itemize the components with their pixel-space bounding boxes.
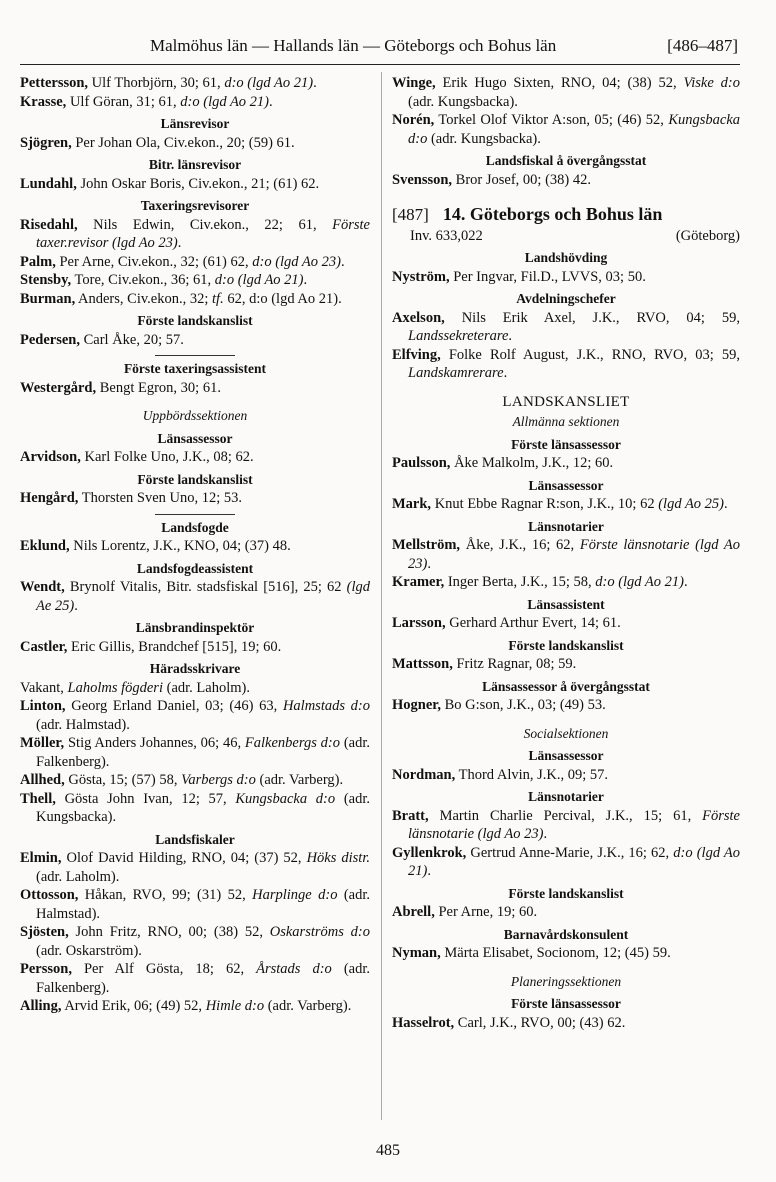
entry-details: Per Arne, 19; 60.	[434, 904, 538, 920]
person-surname: Axelson,	[392, 309, 445, 326]
position-heading: Landshövding	[524, 250, 608, 265]
entry-details: Per Alf Gösta, 18; 62,	[71, 961, 257, 977]
position-heading: Länsnotarier	[528, 789, 604, 804]
entry-details: Ulf Göran, 31; 61,	[66, 93, 181, 110]
person-surname: Mark,	[392, 496, 432, 512]
entry-details: Per Johan Ola, Civ.ekon., 20; (59) 61.	[71, 134, 295, 151]
position-heading: Landsfiskal å övergångsstat	[485, 153, 647, 168]
roster-entry	[20, 790, 370, 827]
position-heading: Landsfogdeassistent	[136, 560, 254, 576]
roster-entry	[20, 849, 370, 886]
roster-entry	[20, 379, 370, 398]
person-surname: Nyman,	[392, 945, 441, 961]
position-heading: Förste taxeringsassistent	[123, 361, 267, 376]
entry-details: Brynolf Vitalis, Bitr. stadsfiskal [516], 25; 62	[64, 579, 347, 595]
person-surname: Nyström,	[392, 268, 450, 285]
position-heading: Förste landskanslist	[137, 313, 253, 328]
entry-title-italic: Förste länsnotarie (lgd Ao 23)	[408, 807, 740, 842]
roster-entry	[392, 309, 740, 346]
person-surname: Palm,	[20, 253, 56, 270]
roster-entry	[20, 734, 370, 771]
roster-entry	[20, 960, 370, 997]
entry-details: Georg Erland Daniel, 03; (46) 63,	[65, 698, 283, 714]
person-surname: Svensson,	[392, 171, 453, 188]
roster-entry	[392, 536, 740, 573]
entry-title-italic: Förste länsnotarie (lgd Ao 23)	[408, 537, 740, 572]
entry-title-italic: Årstads d:o	[256, 961, 332, 977]
roster-entry	[20, 489, 370, 508]
person-surname: Persson,	[20, 961, 72, 977]
column-divider	[381, 72, 382, 1120]
roster-entry	[392, 573, 740, 592]
entry-tail: .	[508, 328, 513, 344]
roster-entry	[392, 944, 740, 963]
person-surname: Hasselrot,	[392, 1014, 455, 1031]
county-seat: (Göteborg)	[675, 227, 740, 244]
entry-title-italic: Halmstads d:o	[282, 698, 370, 714]
entry-details: John Oskar Boris, Civ.ekon., 21; (61) 62.	[76, 175, 320, 192]
roster-entry	[20, 175, 370, 194]
entry-details: Torkel Olof Viktor A:son, 05; (46) 52,	[434, 112, 669, 128]
roster-entry	[392, 696, 740, 715]
entry-title-italic: d:o (lgd Ao 21)	[224, 75, 314, 91]
entry-tail: (adr. Laholm).	[162, 679, 250, 696]
entry-title-italic: d:o (lgd Ao 21)	[595, 574, 684, 590]
section-subheading: Allmänna sektionen	[512, 414, 620, 429]
person-surname: Paulsson,	[392, 455, 451, 471]
entry-tail: .	[543, 826, 548, 842]
entry-title-italic: Falkenbergs d:o	[244, 735, 341, 751]
person-surname: Thell,	[20, 790, 56, 807]
entry-details: Märta Elisabet, Socionom, 12; (45) 59.	[440, 945, 671, 961]
entry-tail: (adr. Kungsbacka).	[427, 130, 541, 147]
entry-title-italic: (lgd Ao 25)	[658, 496, 724, 512]
roster-entry	[392, 171, 740, 190]
person-surname: Hengård,	[20, 490, 79, 506]
roster-entry	[20, 679, 370, 698]
entry-tail: .	[177, 235, 182, 251]
entry-details: John Fritz, RNO, 00; (38) 52,	[68, 924, 270, 940]
entry-details: Arvid Erik, 06; (49) 52,	[61, 998, 206, 1014]
roster-entry	[20, 886, 370, 923]
entry-tail: (adr. Laholm).	[36, 868, 120, 885]
entry-details: Carl, J.K., RVO, 00; (43) 62.	[454, 1014, 626, 1031]
entry-details: Thord Alvin, J.K., 09; 57.	[455, 766, 609, 783]
person-surname: Elmin,	[20, 850, 62, 866]
person-surname: Elfving,	[392, 346, 441, 363]
position-heading: Förste landskanslist	[508, 637, 624, 653]
person-surname: Pedersen,	[20, 331, 80, 348]
person-surname: Winge,	[392, 75, 436, 91]
section-title: 14. Göteborgs och Bohus län	[442, 204, 663, 224]
person-surname: Ottosson,	[20, 887, 79, 903]
county-section-header	[392, 205, 740, 245]
entry-details: Olof David Hilding, RNO, 04; (37) 52,	[61, 850, 307, 866]
entry-title-italic: Oskarströms d:o	[269, 924, 370, 940]
position-heading: Taxeringsrevisorer	[140, 198, 250, 213]
entry-title-italic: Laholms fögderi	[67, 679, 163, 696]
roster-entry	[20, 448, 370, 467]
person-surname: Norén,	[392, 112, 435, 128]
entry-tail: .	[74, 597, 78, 614]
person-surname: Kramer,	[392, 574, 445, 590]
entry-details: Martin Charlie Percival, J.K., 15; 61,	[428, 807, 703, 824]
person-surname: Burman,	[20, 290, 76, 307]
entry-title-italic: Förste taxer.revisor (lgd Ao 23)	[36, 216, 370, 251]
position-heading: Länsassistent	[527, 596, 605, 612]
roster-entry	[392, 1014, 740, 1033]
position-heading: Avdelningschefer	[516, 291, 616, 306]
roster-entry	[20, 638, 370, 657]
roster-entry	[392, 903, 740, 922]
section-number: [487]	[392, 205, 429, 224]
entry-details: Nils Lorentz, J.K., KNO, 04; (37) 48.	[69, 538, 291, 554]
entry-title-italic: Himle d:o	[205, 998, 265, 1014]
separator-line	[155, 514, 235, 515]
position-heading: Landsfiskaler	[155, 831, 235, 847]
header-title: Malmöhus län — Hallands län — Göteborgs och Bohus län	[150, 36, 557, 55]
person-surname: Sjögren,	[20, 134, 72, 151]
position-heading: Länsassessor	[528, 477, 604, 493]
entry-details: Åke, J.K., 16; 62,	[460, 537, 580, 553]
person-surname: Hogner,	[392, 697, 442, 713]
entry-tail: .	[503, 365, 508, 381]
roster-entry	[392, 74, 740, 111]
entry-tail: (adr. Oskarström).	[36, 942, 142, 959]
roster-entry	[392, 844, 740, 881]
roster-entry	[20, 134, 370, 153]
roster-entry	[20, 697, 370, 734]
entry-tail: .	[303, 272, 308, 288]
section-subheading: Uppbördssektionen	[142, 408, 248, 423]
roster-entry	[392, 268, 740, 287]
person-surname: Mattsson,	[392, 656, 453, 672]
entry-details: Stig Anders Johannes, 06; 46,	[64, 735, 245, 751]
entry-details: Per Ingvar, Fil.D., LVVS, 03; 50.	[449, 268, 646, 285]
roster-entry	[20, 74, 370, 93]
entry-details: Håkan, RVO, 99; (31) 52,	[78, 887, 253, 903]
roster-entry	[20, 216, 370, 253]
separator-line	[155, 355, 235, 356]
roster-entry	[20, 997, 370, 1016]
position-heading: Barnavårdskonsulent	[503, 926, 629, 942]
entry-details: Nils Erik Axel, J.K., RVO, 04; 59,	[444, 309, 740, 326]
position-heading: Landsfogde	[161, 519, 229, 535]
entry-details: Per Arne, Civ.ekon., 32; (61) 62,	[55, 253, 253, 270]
entry-tail: (adr. Kungsbacka).	[36, 790, 371, 825]
entry-title-italic: d:o (lgd Ao 21)	[408, 844, 741, 879]
entry-tail: (adr. Halmstad).	[36, 887, 371, 922]
entry-title-italic: Viske d:o	[683, 75, 740, 91]
entry-details: Knut Ebbe Ragnar R:son, J.K., 10; 62	[431, 496, 659, 512]
person-surname: Arvidson,	[20, 449, 81, 465]
person-surname: Sjösten,	[20, 924, 69, 940]
entry-tail: .	[683, 574, 688, 590]
roster-entry	[20, 290, 370, 309]
roster-entry	[20, 271, 370, 290]
entry-details: Eric Gillis, Brandchef [515], 19; 60.	[67, 638, 282, 655]
right-column	[392, 74, 740, 1032]
entry-tail: .	[427, 863, 431, 879]
person-surname: Larsson,	[392, 615, 446, 631]
entry-tail: (adr. Halmstad).	[36, 716, 130, 733]
entry-title-italic: Harplinge d:o	[252, 887, 338, 903]
position-heading: Förste länsassessor	[511, 436, 621, 452]
person-surname: Abrell,	[392, 904, 435, 920]
header-page-range: [486–487]	[667, 36, 738, 55]
page-number: 485	[376, 1142, 400, 1159]
roster-entry	[392, 346, 740, 383]
entry-details: Fritz Ragnar, 08; 59.	[452, 656, 577, 672]
entry-details: Carl Åke, 20; 57.	[80, 331, 184, 348]
entry-details: Bengt Egron, 30; 61.	[96, 379, 221, 396]
entry-title-italic: Höks distr.	[306, 850, 370, 866]
entry-details: Gerhard Arthur Evert, 14; 61.	[445, 615, 621, 631]
person-surname: Westergård,	[20, 379, 97, 396]
entry-tail: (adr. Varberg).	[255, 772, 344, 788]
position-heading: Länsrevisor	[160, 116, 230, 131]
roster-entry	[20, 537, 370, 556]
roster-entry	[392, 614, 740, 633]
entry-details: Åke Malkolm, J.K., 12; 60.	[450, 455, 614, 471]
position-heading: Länsassessor	[528, 748, 604, 763]
person-surname: Möller,	[20, 735, 65, 751]
person-surname: Allhed,	[20, 772, 65, 788]
entry-details: Ulf Thorbjörn, 30; 61,	[88, 75, 225, 91]
entry-details: Inger Berta, J.K., 15; 58,	[444, 574, 596, 590]
entry-tail: .	[427, 555, 431, 572]
person-surname: Pettersson,	[20, 75, 89, 91]
entry-details: Bror Josef, 00; (38) 42.	[452, 171, 591, 188]
entry-title-italic: Kungsbacka d:o	[408, 112, 740, 147]
roster-entry	[20, 578, 370, 615]
roster-entry	[20, 771, 370, 790]
roster-entry	[392, 766, 740, 785]
department-heading: LANDSKANSLIET	[502, 393, 630, 410]
roster-entry	[392, 495, 740, 514]
entry-details: Tore, Civ.ekon., 36; 61,	[71, 272, 215, 288]
left-column	[20, 74, 370, 1016]
entry-tail: .	[269, 93, 273, 110]
person-surname: Lundahl,	[20, 175, 77, 192]
position-heading: Häradsskrivare	[149, 661, 241, 676]
population-count: Inv. 633,022	[410, 227, 483, 244]
roster-entry	[20, 253, 370, 272]
person-surname: Linton,	[20, 698, 66, 714]
person-surname: Mellström,	[392, 537, 461, 553]
entry-tail: (adr. Varberg).	[264, 998, 352, 1014]
entry-tail: (adr. Kungsbacka).	[408, 93, 518, 110]
running-header	[0, 36, 776, 62]
entry-details: Thorsten Sven Uno, 12; 53.	[78, 490, 243, 506]
roster-entry	[20, 93, 370, 112]
roster-entry	[20, 331, 370, 350]
entry-title-italic: (lgd Ae 25)	[36, 579, 370, 614]
position-heading: Bitr. länsrevisor	[148, 157, 242, 172]
section-subheading: Socialsektionen	[523, 725, 609, 741]
entry-details: Folke Rolf August, J.K., RNO, RVO, 03; 59,	[440, 346, 740, 363]
entry-tail: 62, d:o (lgd Ao 21).	[223, 290, 342, 307]
roster-entry	[392, 454, 740, 473]
position-heading: Länsbrandinspektör	[135, 620, 255, 635]
entry-details: Gösta John Ivan, 12; 57,	[55, 790, 236, 807]
entry-title-italic: Varbergs d:o	[181, 772, 256, 788]
entry-tail: .	[341, 253, 345, 270]
roster-entry	[392, 655, 740, 674]
person-surname: Castler,	[20, 638, 68, 655]
entry-title-italic: Landssekreterare	[408, 328, 509, 344]
position-heading: Länsnotarier	[528, 518, 604, 534]
header-rule	[20, 64, 740, 65]
section-subheading: Planeringssektionen	[510, 973, 622, 989]
position-heading: Förste länsassessor	[511, 996, 621, 1011]
person-surname: Risedahl,	[20, 216, 78, 233]
person-surname: Eklund,	[20, 538, 70, 554]
entry-details: Anders, Civ.ekon., 32;	[75, 290, 213, 307]
roster-entry	[392, 807, 740, 844]
roster-entry	[392, 111, 740, 148]
entry-title-italic: tf.	[212, 290, 224, 307]
entry-tail: .	[313, 75, 317, 91]
entry-details: Bo G:son, J.K., 03; (49) 53.	[441, 697, 606, 713]
position-heading: Förste landskanslist	[137, 471, 253, 487]
person-surname: Krasse,	[20, 93, 67, 110]
position-heading: Länsassessor å övergångsstat	[482, 678, 650, 694]
entry-title-italic: Landskamrerare	[408, 365, 504, 381]
entry-details: Erik Hugo Sixten, RNO, 04; (38) 52,	[435, 75, 684, 91]
person-surname: Nordman,	[392, 766, 456, 783]
entry-title-italic: d:o (lgd Ao 21)	[180, 93, 270, 110]
person-surname: Stensby,	[20, 272, 72, 288]
person-surname: Alling,	[20, 998, 62, 1014]
entry-tail: .	[724, 496, 728, 512]
person-surname: Gyllenkrok,	[392, 844, 467, 861]
entry-title-italic: Kungsbacka d:o	[235, 790, 336, 807]
person-surname: Wendt,	[20, 579, 65, 595]
entry-details: Vakant,	[20, 679, 68, 696]
entry-details: Karl Folke Uno, J.K., 08; 62.	[80, 449, 254, 465]
entry-details: Gösta, 15; (57) 58,	[64, 772, 182, 788]
entry-title-italic: d:o (lgd Ao 21)	[214, 272, 304, 288]
roster-entry	[20, 923, 370, 960]
entry-tail: (adr. Falkenberg).	[36, 961, 370, 996]
position-heading: Förste landskanslist	[508, 885, 624, 901]
position-heading: Länsassessor	[157, 430, 233, 446]
entry-tail: (adr. Falkenberg).	[36, 735, 370, 770]
person-surname: Bratt,	[392, 807, 429, 824]
entry-details: Nils Edwin, Civ.ekon., 22; 61,	[77, 216, 333, 233]
entry-title-italic: d:o (lgd Ao 23)	[252, 253, 341, 270]
entry-details: Gertrud Anne-Marie, J.K., 16; 62,	[466, 844, 674, 861]
